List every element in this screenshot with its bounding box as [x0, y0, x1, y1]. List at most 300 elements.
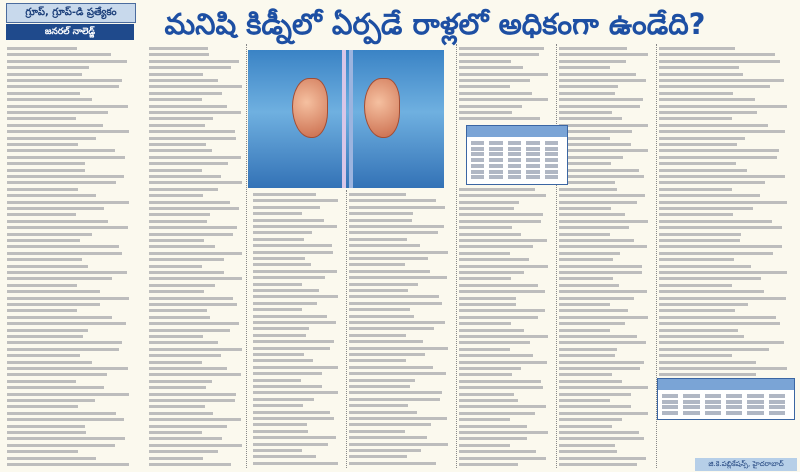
table-cell [471, 175, 484, 179]
text-line [459, 329, 524, 332]
text-line [659, 277, 761, 280]
text-line [559, 457, 646, 460]
text-line [253, 398, 314, 401]
text-line [559, 207, 611, 210]
footer-credit: జి.కె.పబ్లికేషన్స్, హైదరాబాద్ [695, 458, 797, 471]
text-line [459, 213, 543, 216]
text-line [7, 156, 125, 159]
answers-table-2 [657, 378, 795, 420]
text-line [349, 436, 427, 439]
text-line [7, 143, 78, 146]
table-cell [471, 147, 484, 151]
table-cell [489, 164, 502, 168]
text-line [149, 290, 204, 293]
text-line [459, 457, 546, 460]
text-line [349, 263, 405, 266]
text-line [7, 162, 85, 165]
table-cell [726, 411, 742, 415]
text-line [149, 130, 235, 133]
text-line [559, 412, 648, 415]
text-line [149, 226, 237, 229]
text-line [559, 373, 612, 376]
text-line [559, 463, 637, 466]
text-line [149, 137, 236, 140]
text-line [7, 405, 78, 408]
text-line [253, 327, 309, 330]
text-line [253, 443, 328, 446]
text-line [149, 239, 204, 242]
text-line [559, 367, 640, 370]
text-line [349, 404, 408, 407]
table-cell [747, 405, 763, 409]
text-line [149, 181, 242, 184]
text-line [559, 405, 631, 408]
text-line [149, 316, 210, 319]
text-line [559, 361, 644, 364]
text-line [559, 194, 645, 197]
text-line [253, 417, 334, 420]
text-line [149, 220, 207, 223]
text-line [253, 334, 306, 337]
text-line [349, 199, 436, 202]
text-line [349, 462, 436, 465]
text-line [7, 348, 119, 351]
kidney-illustration [248, 50, 444, 188]
text-line [7, 239, 80, 242]
table-cell [471, 164, 484, 168]
text-line [253, 212, 302, 215]
text-line [659, 316, 776, 319]
text-line [559, 341, 646, 344]
text-line [459, 188, 535, 191]
text-line [459, 207, 514, 210]
text-line [659, 181, 765, 184]
text-line [149, 303, 237, 306]
text-line [559, 105, 640, 108]
text-line [253, 251, 333, 254]
text-line [559, 73, 636, 76]
text-line [253, 308, 302, 311]
text-line [659, 169, 747, 172]
text-line [349, 251, 448, 254]
text-line [7, 137, 96, 140]
table-cell [471, 152, 484, 156]
text-line [349, 315, 414, 318]
text-line [253, 276, 325, 279]
text-line [7, 277, 112, 280]
text-line [7, 201, 129, 204]
text-line [7, 149, 115, 152]
text-line [253, 423, 307, 426]
text-line [149, 92, 222, 95]
table-cell [471, 141, 484, 145]
text-line [149, 271, 224, 274]
text-line [459, 233, 521, 236]
text-line [459, 194, 546, 197]
text-line [659, 258, 734, 261]
text-line [7, 431, 86, 434]
table-cell [726, 394, 742, 398]
text-line [7, 354, 80, 357]
text-line [559, 252, 620, 255]
text-line [149, 98, 202, 101]
text-line [659, 373, 756, 376]
text-line [149, 431, 202, 434]
text-line [459, 341, 530, 344]
text-line [659, 143, 737, 146]
text-line [459, 92, 532, 95]
text-line [559, 130, 632, 133]
text-line [149, 105, 227, 108]
text-line [253, 347, 330, 350]
text-line [349, 225, 444, 228]
text-line [559, 213, 625, 216]
text-line [7, 437, 125, 440]
text-line [659, 156, 777, 159]
text-line [559, 284, 619, 287]
text-line [659, 117, 732, 120]
text-line [7, 226, 128, 229]
vein [349, 50, 353, 188]
table-cell [769, 400, 785, 404]
text-line [7, 373, 107, 376]
text-line [559, 431, 639, 434]
text-line [459, 348, 510, 351]
text-line [659, 348, 769, 351]
column-divider [556, 44, 557, 468]
text-line [559, 322, 625, 325]
table-cell [769, 411, 785, 415]
text-line [659, 271, 787, 274]
table-cell [526, 158, 539, 162]
text-line [559, 265, 642, 268]
text-line [659, 303, 748, 306]
column-divider [346, 190, 347, 468]
text-line [149, 367, 227, 370]
table-cell [508, 141, 521, 145]
text-line [253, 257, 305, 260]
text-line [149, 207, 239, 210]
text-line [253, 244, 332, 247]
text-line [7, 79, 122, 82]
text-line [459, 98, 548, 101]
text-line [7, 245, 119, 248]
text-line [149, 450, 218, 453]
text-line [659, 188, 732, 191]
table-cell [545, 141, 558, 145]
text-line [459, 297, 516, 300]
text-line [7, 207, 104, 210]
text-line [659, 194, 760, 197]
text-line [149, 143, 206, 146]
text-line [253, 411, 330, 414]
text-line [559, 348, 617, 351]
text-line [459, 373, 512, 376]
text-line [349, 283, 418, 286]
text-line [7, 393, 129, 396]
text-line [559, 335, 637, 338]
text-line [659, 213, 733, 216]
text-line [559, 258, 613, 261]
text-line [7, 181, 116, 184]
text-line [559, 60, 626, 63]
table-cell [508, 152, 521, 156]
answers-table-1 [466, 125, 568, 185]
text-line [149, 85, 242, 88]
text-line [559, 85, 618, 88]
table-cell [545, 158, 558, 162]
text-line [559, 329, 610, 332]
text-line [7, 169, 85, 172]
right-kidney [364, 78, 400, 138]
text-line [149, 361, 202, 364]
text-line [149, 258, 224, 261]
text-line [7, 361, 92, 364]
text-line [349, 206, 445, 209]
table-cell [662, 405, 678, 409]
text-line [149, 175, 221, 178]
text-line [459, 418, 510, 421]
text-line [659, 354, 732, 357]
text-line [7, 335, 83, 338]
table-cell [471, 158, 484, 162]
text-line [459, 111, 512, 114]
text-line [253, 231, 312, 234]
text-line [349, 289, 408, 292]
text-line [559, 425, 612, 428]
text-line [7, 271, 127, 274]
text-line [559, 271, 642, 274]
text-line [253, 430, 308, 433]
text-line [349, 443, 448, 446]
table-cell [769, 394, 785, 398]
text-line [659, 111, 757, 114]
text-line [7, 213, 76, 216]
text-line [559, 143, 631, 146]
text-line [149, 322, 239, 325]
text-line [459, 309, 545, 312]
text-line [149, 399, 235, 402]
text-line [149, 425, 227, 428]
text-line [659, 47, 735, 50]
text-line [149, 386, 206, 389]
text-line [459, 271, 524, 274]
text-line [659, 252, 773, 255]
text-line [7, 105, 128, 108]
text-line [659, 175, 785, 178]
text-line [7, 412, 116, 415]
text-line [253, 193, 316, 196]
text-line [149, 412, 213, 415]
table-cell [545, 147, 558, 151]
text-line [349, 366, 433, 369]
text-line [7, 322, 126, 325]
table-cell [508, 158, 521, 162]
text-line [253, 353, 304, 356]
table-cell [705, 400, 721, 404]
text-line [559, 175, 644, 178]
text-line [253, 238, 304, 241]
table-cell [526, 164, 539, 168]
text-line [253, 340, 334, 343]
column-divider [246, 44, 247, 468]
text-line [149, 252, 242, 255]
text-line [659, 361, 756, 364]
text-line [253, 263, 311, 266]
table-cell [508, 170, 521, 174]
text-line [349, 359, 406, 362]
text-line [349, 276, 447, 279]
text-line [349, 372, 446, 375]
text-line [349, 347, 448, 350]
table-cell [526, 175, 539, 179]
text-line [659, 73, 743, 76]
text-line [149, 335, 203, 338]
text-line [7, 418, 124, 421]
text-line [459, 252, 510, 255]
table-cell [508, 164, 521, 168]
text-line [459, 367, 521, 370]
text-line [149, 169, 202, 172]
text-line [559, 437, 644, 440]
text-line [7, 117, 76, 120]
table-cell [545, 164, 558, 168]
text-line [149, 393, 236, 396]
text-line [349, 302, 442, 305]
text-line [659, 201, 787, 204]
text-line [659, 124, 768, 127]
text-line [149, 66, 231, 69]
text-line [149, 418, 241, 421]
text-line [349, 193, 406, 196]
text-line [149, 380, 212, 383]
text-line [559, 98, 643, 101]
text-line [559, 393, 631, 396]
aorta [342, 50, 346, 188]
text-line [559, 169, 639, 172]
text-line [659, 290, 764, 293]
text-line [349, 231, 438, 234]
text-line [559, 290, 647, 293]
table-cell [747, 394, 763, 398]
text-line [459, 79, 530, 82]
text-line [253, 379, 301, 382]
text-line [459, 284, 538, 287]
text-line [659, 137, 745, 140]
text-line [349, 411, 417, 414]
text-line [559, 239, 634, 242]
table-cell [489, 158, 502, 162]
text-line [559, 117, 622, 120]
text-line [253, 449, 302, 452]
table-cell [769, 405, 785, 409]
table-cell [526, 170, 539, 174]
text-line [659, 85, 770, 88]
text-line [7, 73, 82, 76]
text-line [149, 201, 230, 204]
text-line [559, 450, 617, 453]
text-line [7, 425, 85, 428]
text-line [459, 437, 527, 440]
text-line [149, 124, 205, 127]
table-cell [489, 147, 502, 151]
text-line [149, 341, 218, 344]
text-line [659, 239, 740, 242]
table-cell [726, 405, 742, 409]
text-line [559, 297, 634, 300]
text-line [459, 444, 510, 447]
text-line [7, 386, 104, 389]
text-line [459, 386, 543, 389]
text-line [659, 79, 784, 82]
text-line [349, 212, 413, 215]
table-cell [489, 170, 502, 174]
text-line [149, 149, 212, 152]
text-line [253, 302, 317, 305]
text-line [7, 60, 127, 63]
text-line [7, 297, 129, 300]
table-cell [683, 394, 699, 398]
text-line [253, 283, 302, 286]
text-line [149, 309, 207, 312]
text-line [253, 321, 336, 324]
text-line [459, 354, 533, 357]
table-cell [683, 411, 699, 415]
text-line [559, 277, 613, 280]
text-line [149, 457, 203, 460]
text-line [7, 258, 82, 261]
text-line [559, 245, 647, 248]
text-line [459, 361, 547, 364]
text-line [349, 430, 405, 433]
text-line [7, 367, 128, 370]
text-line [459, 399, 518, 402]
text-line [349, 340, 423, 343]
text-line [559, 354, 615, 357]
text-line [459, 425, 527, 428]
text-line [459, 393, 514, 396]
text-line [7, 47, 77, 50]
table-cell [705, 394, 721, 398]
text-line [253, 270, 337, 273]
text-line [7, 188, 78, 191]
text-line [659, 60, 780, 63]
text-line [659, 53, 775, 56]
text-line [459, 73, 548, 76]
text-line [459, 405, 546, 408]
text-line [149, 156, 241, 159]
text-line [7, 457, 96, 460]
table-cell [471, 170, 484, 174]
text-line [559, 233, 610, 236]
text-line [459, 463, 518, 466]
text-line [253, 359, 313, 362]
table-cell [662, 400, 678, 404]
text-line [559, 309, 628, 312]
text-line [149, 79, 218, 82]
text-line [659, 98, 755, 101]
table-cell [662, 394, 678, 398]
text-line [559, 303, 610, 306]
text-line [349, 385, 410, 388]
table-cell [545, 175, 558, 179]
text-line [7, 284, 77, 287]
text-line [459, 277, 511, 280]
text-line [459, 47, 544, 50]
text-line [659, 322, 780, 325]
text-line [459, 220, 541, 223]
text-line [459, 201, 519, 204]
